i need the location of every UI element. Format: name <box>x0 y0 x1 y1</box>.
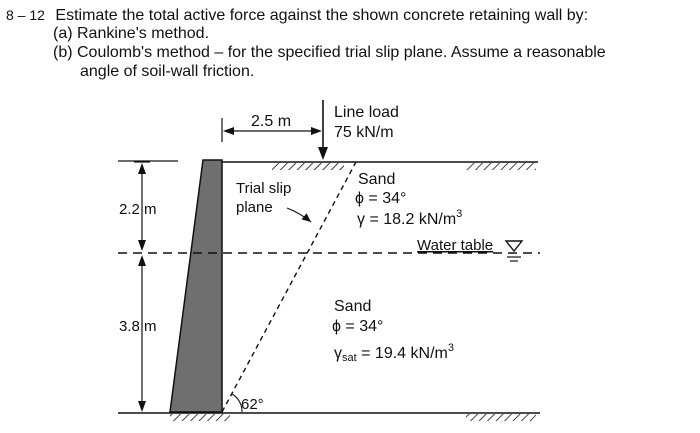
concrete-wall <box>170 160 222 412</box>
trial-slip-label-line1: Trial slip <box>236 180 292 197</box>
lower-soil-unit-weight: γsat = 19.4 $kN/m^3$ <box>334 342 454 364</box>
upper-soil-unit-weight: γ = 18.2 $kN/m^3$ <box>357 208 463 228</box>
bottom-depth-label: 3.8 m <box>119 318 157 335</box>
part-b: (b) Coulomb's method – for the specified trial slip plane. Assume a reasonable <box>53 44 606 61</box>
backfill-surface-hatch-left <box>272 163 344 170</box>
offset-arrow-right <box>311 127 322 135</box>
line-load-arrowhead <box>318 147 328 160</box>
part-b-continuation: angle of soil-wall friction. <box>80 63 255 80</box>
part-a: (a) Rankine's method. <box>53 25 210 42</box>
dimension-top-arrow-down <box>138 240 146 251</box>
line-load-title: Line load <box>334 104 399 121</box>
base-hatch-left <box>170 414 230 421</box>
problem-text: Estimate the total active force against the shown concrete retaining wall by: <box>55 7 589 24</box>
dimension-bottom-arrow-down <box>138 401 146 412</box>
offset-arrow-left <box>223 127 234 135</box>
slip-angle-label: 62° <box>241 396 264 413</box>
line-load-value: 75 kN/m <box>334 124 394 141</box>
backfill-surface-hatch-right <box>466 163 536 170</box>
offset-label: 2.5 m <box>251 113 292 130</box>
water-table-symbol-icon <box>506 241 522 251</box>
upper-soil-name: Sand <box>358 171 396 188</box>
lower-soil-phi: ϕ = 34° <box>332 318 384 335</box>
upper-soil-phi: ϕ = 34° <box>355 190 407 207</box>
dimension-top-arrow-up <box>138 163 146 174</box>
problem-number: 8 – 12 <box>6 7 45 23</box>
base-hatch-right <box>466 414 536 421</box>
dimension-bottom-arrow-up <box>138 255 146 266</box>
water-table-label: Water table <box>417 237 494 254</box>
top-depth-label: 2.2 m <box>119 201 157 218</box>
trial-slip-label-line2: plane <box>236 199 273 216</box>
trial-slip-leader <box>287 208 311 222</box>
lower-soil-name: Sand <box>334 298 372 315</box>
